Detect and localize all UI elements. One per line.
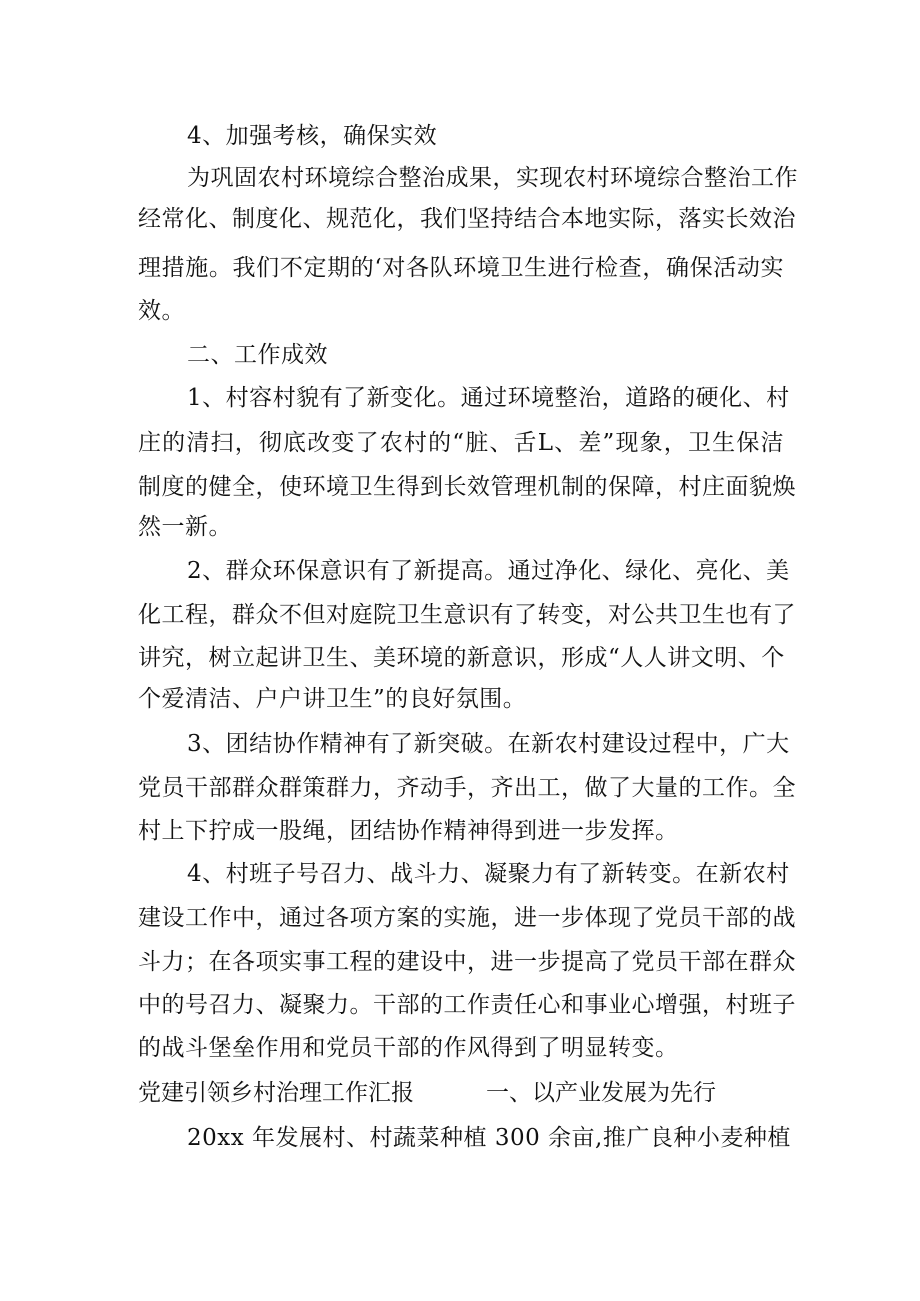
paragraph-line: 的战斗堡垒作用和党员干部的作风得到了明显转变。 — [138, 1035, 679, 1061]
paragraph-line: 经常化、制度化、规范化，我们坚持结合本地实际，落实长效治 — [138, 206, 796, 232]
paragraph-line: 20xx 年发展村、村蔬菜种植 300 余亩,推广良种小麦种植 — [187, 1125, 791, 1151]
section-heading-4: 4、加强考核，确保实效 — [187, 123, 438, 149]
paragraph-line: 化工程，群众不但对庭院卫生意识有了转变，对公共卫生也有了 — [138, 602, 796, 628]
paragraph-line: 村上下拧成一股绳，团结协作精神得到进一步发挥。 — [138, 818, 679, 844]
paragraph-line: 4、村班子号召力、战斗力、凝聚力有了新转变。在新农村 — [187, 861, 790, 887]
paragraph-line: 为巩固农村环境综合整治成果，实现农村环境综合整治工作 — [187, 165, 798, 191]
part-heading: 二、工作成效 — [187, 342, 328, 368]
title-row — [138, 1078, 784, 1108]
paragraph-line: 个爱清洁、户户讲卫生”的良好氛围。 — [138, 686, 527, 712]
paragraph-line: 3、团结协作精神有了新突破。在新农村建设过程中，广大 — [187, 731, 790, 757]
paragraph-line: 制度的健全，使环境卫生得到长效管理机制的保障，村庄面貌焕 — [138, 474, 796, 500]
paragraph-line: 然一新。 — [138, 514, 232, 540]
paragraph-line: 党员干部群众群策群力，齐动手，齐出工，做了大量的工作。全 — [138, 775, 796, 801]
paragraph-line: 建设工作中，通过各项方案的实施，进一步体现了党员干部的战 — [138, 905, 796, 931]
paragraph-line: 斗力；在各项实事工程的建设中，进一步提高了党员干部在群众 — [138, 949, 796, 975]
paragraph-line: 庄的清扫，彻底改变了农村的“脏、舌L、差”现象，卫生保洁 — [138, 430, 784, 456]
paragraph-line: 2、群众环保意识有了新提高。通过净化、绿化、亮化、美 — [187, 558, 790, 584]
document-title: 党建引领乡村治理工作汇报 — [138, 1080, 414, 1106]
paragraph-line: 1、村容村貌有了新变化。通过环境整治，道路的硬化、村 — [187, 385, 790, 411]
paragraph-line: 中的号召力、凝聚力。干部的工作责任心和事业心增强，村班子 — [138, 992, 796, 1018]
paragraph-line: 效。 — [138, 298, 185, 324]
section-heading: 一、以产业发展为先行 — [486, 1080, 716, 1106]
paragraph-line: 讲究，树立起讲卫生、美环境的新意识，形成“人人讲文明、个 — [138, 645, 785, 671]
paragraph-line: 理措施。我们不定期的‘对各队环境卫生进行检查，确保活动实 — [138, 255, 784, 281]
